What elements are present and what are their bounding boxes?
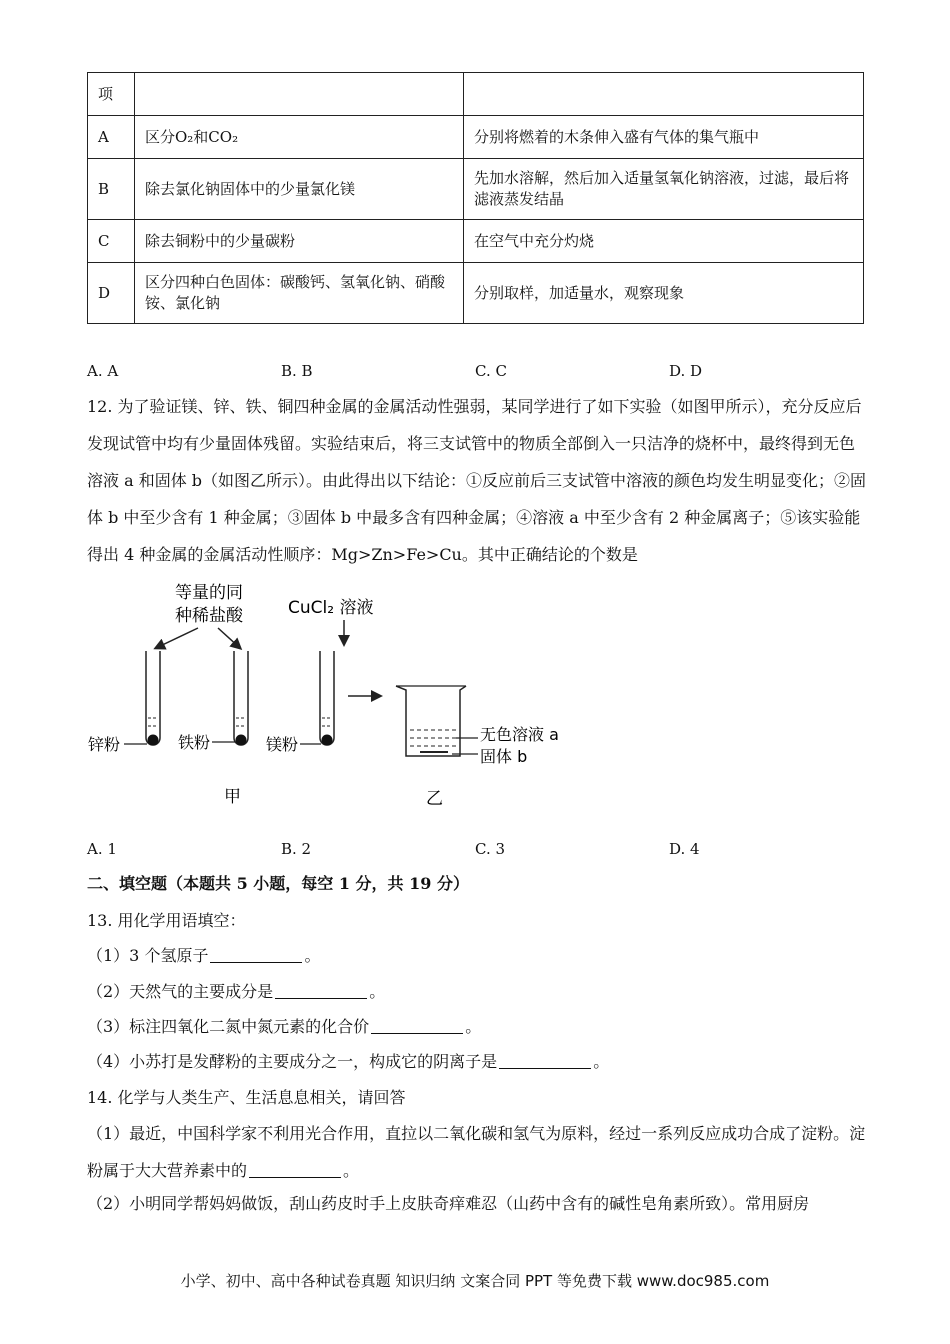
choice-a[interactable]: A. A (87, 362, 119, 380)
q11-choices (87, 362, 867, 384)
row-method: 分别取样，加适量水，观察现象 (464, 263, 864, 324)
row-method (464, 73, 864, 116)
q13-item-end: 。 (369, 982, 386, 1001)
row-letter: C (88, 220, 135, 263)
q12-figure (80, 578, 580, 810)
page-footer: 小学、初中、高中各种试卷真题 知识归纳 文案合同 PPT 等免费下载 www.doc985.com (180, 1272, 770, 1290)
beaker (396, 686, 559, 766)
answer-blank[interactable] (499, 1052, 591, 1069)
test-tube-magnesium (266, 651, 334, 754)
iron-label: 铁粉 (178, 733, 211, 752)
choice-c[interactable]: C. 3 (475, 840, 506, 858)
caption-jia: 甲 (224, 787, 241, 807)
q14-part1-text: （1）最近，中国科学家不利用光合作用，直拉以二氧化碳和氢气为原料，经过一系列反应成功合成了淀粉。淀粉属于大大营养素中的 (87, 1124, 866, 1180)
solution-a-label: 无色溶液 a (480, 725, 559, 744)
table-row (88, 159, 864, 220)
q13-item-text: （2）天然气的主要成分是 (87, 982, 274, 1001)
caption-yi: 乙 (426, 789, 443, 809)
q13-item-text: （4）小苏打是发酵粉的主要成分之一，构成它的阴离子是 (87, 1052, 498, 1071)
q13-item (87, 981, 385, 1003)
choice-c[interactable]: C. C (475, 362, 507, 380)
row-letter: 项 (88, 73, 135, 116)
q13-item (87, 1051, 609, 1073)
choice-a[interactable]: A. 1 (87, 840, 117, 858)
row-task: 除去氯化钠固体中的少量氯化镁 (135, 159, 464, 220)
cucl2-label: CuCl₂ 溶液 (288, 598, 374, 618)
row-method: 先加水溶解，然后加入适量氢氧化钠溶液，过滤，最后将滤液蒸发结晶 (464, 159, 864, 220)
test-tube-zinc (88, 651, 160, 754)
q13-item-end: 。 (465, 1017, 482, 1036)
choice-b[interactable]: B. 2 (281, 840, 312, 858)
answer-blank[interactable] (249, 1161, 341, 1178)
q13-item (87, 1016, 481, 1038)
q13-title: 13. 用化学用语填空： (87, 911, 246, 930)
q13-item-text: （3）标注四氧化二氮中氮元素的化合价 (87, 1017, 370, 1036)
table-row (88, 263, 864, 324)
q13-item-text: （1）3 个氢原子 (87, 946, 209, 965)
answer-blank[interactable] (275, 982, 367, 999)
table-row (88, 220, 864, 263)
q12-text: 12. 为了验证镁、锌、铁、铜四种金属的金属活动性强弱，某同学进行了如下实验（如图甲所示），充分反应后发现试管中均有少量固体残留。实验结束后，将三支试管中的物质全部倒入一只洁净的烧杯中，最终得到无色溶液 a 和固体 b（如图乙所示）。由此得出以下结论：①反应前后三支试管中溶液的颜色均发生明显变化；②固体 b 中至少含有 1 种金属；③固体 b 中最多含有四种金属；④溶液 a 中至少含有 2 种金属离子；⑤该实验能得出 4 种金属的金属活动性顺序：Mg>Zn>Fe>Cu。其中正确结论的个数是 (87, 397, 867, 564)
q14-title: 14. 化学与人类生产、生活息息相关，请回答 (87, 1088, 406, 1107)
q14-part1-end: 。 (343, 1161, 360, 1180)
zinc-label: 锌粉 (88, 735, 121, 754)
q13-item-end: 。 (304, 946, 321, 965)
choice-b[interactable]: B. B (281, 362, 313, 380)
q14-part1 (87, 1115, 867, 1189)
arrow-to-tube2 (218, 628, 240, 648)
options-table (87, 72, 864, 324)
q13-item-end: 。 (593, 1052, 610, 1071)
answer-blank[interactable] (210, 946, 302, 963)
row-letter: A (88, 116, 135, 159)
row-task (135, 73, 464, 116)
q14-part2: （2）小明同学帮妈妈做饭，刮山药皮时手上皮肤奇痒难忍（山药中含有的碱性皂角素所致）。常用厨房 (87, 1194, 810, 1213)
acid-label-line2: 种稀盐酸 (175, 606, 243, 626)
solid-b-label: 固体 b (480, 747, 528, 766)
choice-d[interactable]: D. 4 (669, 840, 700, 858)
row-task: 除去铜粉中的少量碳粉 (135, 220, 464, 263)
table-row (88, 73, 864, 116)
acid-label-line1: 等量的同 (175, 583, 243, 603)
section-heading: 二、填空题（本题共 5 小题，每空 1 分，共 19 分） (87, 874, 469, 893)
row-letter: B (88, 159, 135, 220)
q13-item (87, 945, 320, 967)
table-row (88, 116, 864, 159)
arrow-to-tube1 (156, 628, 198, 648)
row-method: 在空气中充分灼烧 (464, 220, 864, 263)
row-task: 区分四种白色固体：碳酸钙、氢氧化钠、硝酸铵、氯化钠 (135, 263, 464, 324)
row-letter: D (88, 263, 135, 324)
row-task: 区分O₂和CO₂ (135, 116, 464, 159)
row-method: 分别将燃着的木条伸入盛有气体的集气瓶中 (464, 116, 864, 159)
test-tube-iron (178, 651, 248, 752)
answer-blank[interactable] (371, 1017, 463, 1034)
q12-choices (87, 840, 867, 862)
choice-d[interactable]: D. D (669, 362, 703, 380)
magnesium-label: 镁粉 (266, 735, 299, 754)
